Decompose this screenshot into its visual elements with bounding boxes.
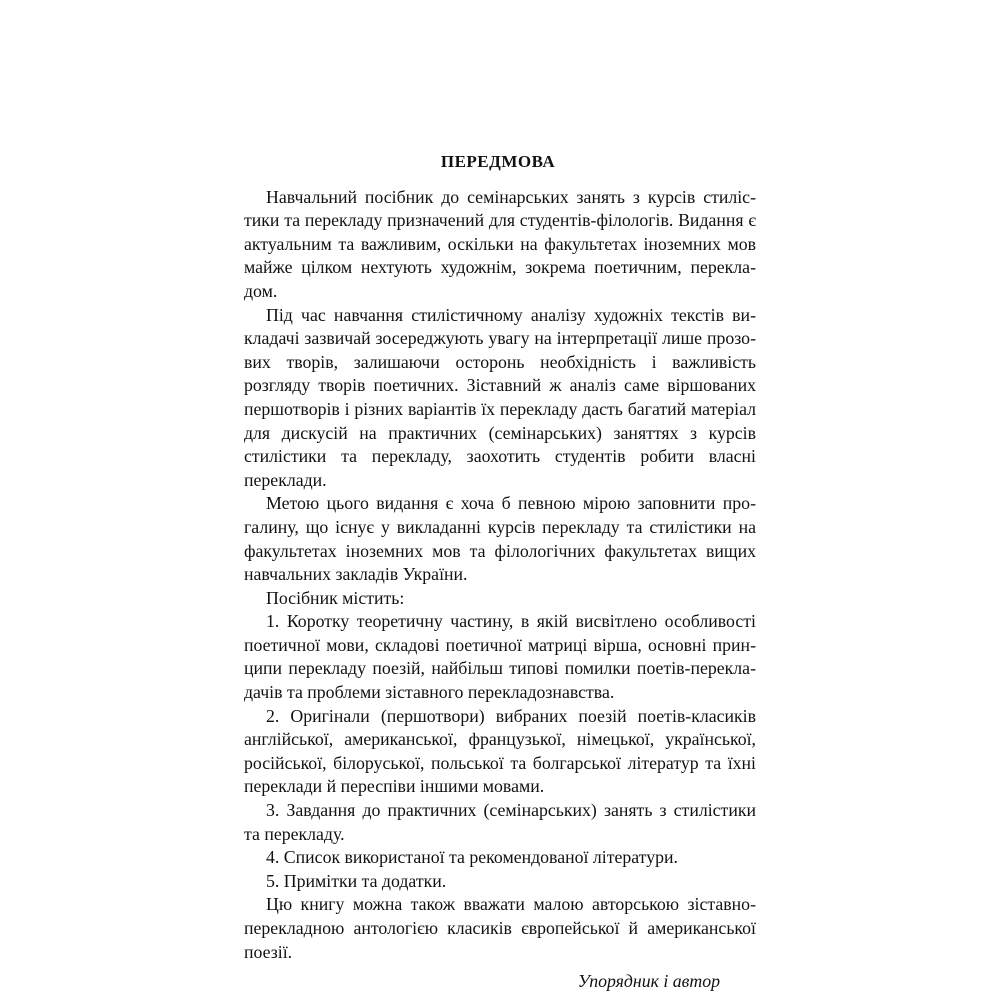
signature: Упорядник і автор bbox=[577, 971, 720, 992]
list-item-2: 2. Оригінали (першотвори) вибраних поезій поетів-класиків англійської, американської, французької, німецької, української, російської, білоруської, польської та болгарської літератур та їхні переклади й переспіви іншими мовами. bbox=[244, 705, 756, 797]
paragraph-3: Метою цього видання є хоча б певною мірою заповнити прогалину, що існує у викладанні курсів перекладу та стилістики на факультетах іноземних мов та філологічних факультетах вищих навчальних закладів України. bbox=[244, 493, 756, 585]
paragraph-4: Посібник містить: bbox=[266, 587, 405, 608]
paragraph-closing: Цю книгу можна також вважати малою авторською зіставно-перекладною антологією класиків європейської й американської поезії. bbox=[244, 894, 756, 962]
list-item-3: 3. Завдання до практичних (семінарських) занять з стилістики та перекладу. bbox=[244, 800, 756, 844]
paragraph-1: Навчальний посібник до семінарських занять з курсів стилістики та перекладу призначений для студентів-філологів. Видання є актуальним та важливим, оскільки на факультетах іноземних мов майже цілком нехтують художнім, зокрема поетичним, переклaдом. bbox=[244, 186, 756, 301]
list-item-1: 1. Коротку теоретичну частину, в якій висвітлено особливості поетичної мови, складові поетичної матриці вірша, основні принципи перекладу поезій, найбільш типові помилки поетів-переклaдачів та проблеми зіставного перекладознавства. bbox=[244, 611, 756, 703]
document-page bbox=[244, 150, 756, 994]
list-item-5: 5. Примітки та додатки. bbox=[266, 870, 447, 891]
list-item-4: 4. Список використаної та рекомендованої літератури. bbox=[266, 847, 678, 868]
paragraph-2: Під час навчання стилістичному аналізу художніх текстів викладачі зазвичай зосереджують увагу на інтерпретації лише прозових творів, залишаючи осторонь необхідність і важливість розгляду творів поетичних. Зіставний ж аналіз саме віршованих першотворів і різних варіантів їх перекладу дасть багатий матеріал для дискусій на практичних (семінарських) заняттях з курсів стилістики та перекладу, заохотить студентів робити власні переклади. bbox=[244, 304, 756, 490]
page-title: ПЕРЕДМОВА bbox=[440, 152, 556, 171]
